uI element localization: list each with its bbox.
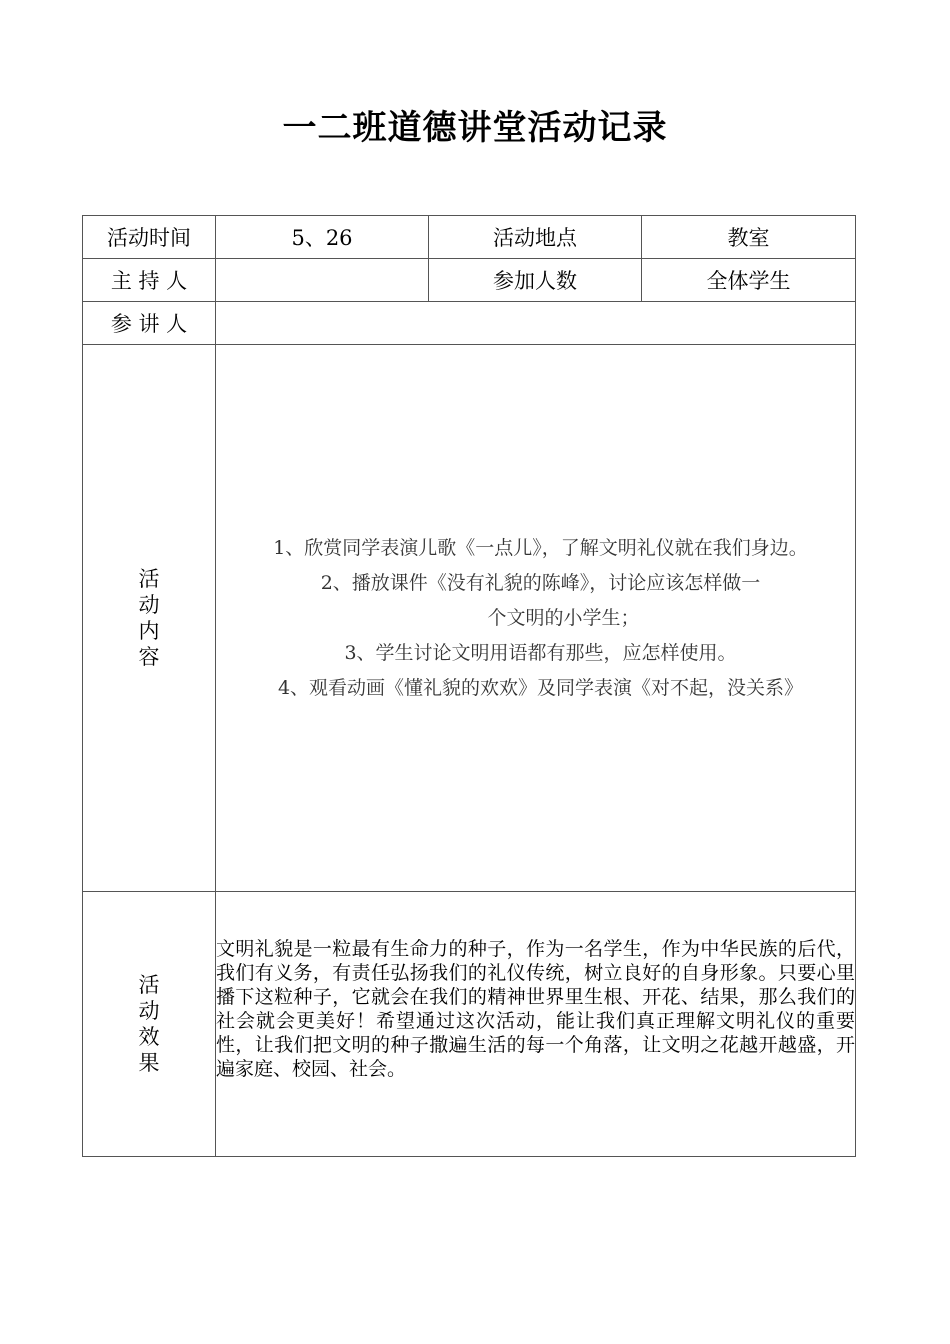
place-value: 教室 [642, 216, 856, 259]
list-item: 4、观看动画《懂礼貌的欢欢》及同学表演《对不起，没关系》 [277, 676, 804, 699]
host-value [216, 259, 429, 302]
activity-record-table [82, 215, 856, 1157]
table-row-content [83, 345, 856, 892]
effect-label: 活动效果 [138, 973, 160, 1075]
time-value: 5、26 [216, 216, 429, 259]
list-item: 2、播放课件《没有礼貌的陈峰》，讨论应该怎样做一 [320, 571, 761, 594]
count-value: 全体学生 [642, 259, 856, 302]
table-row-time-place [83, 216, 856, 259]
table-row-host-count [83, 259, 856, 302]
table-row-effect [83, 892, 856, 1157]
list-item: 3、学生讨论文明用语都有那些，应怎样使用。 [344, 641, 737, 664]
host-label: 主 持 人 [83, 259, 216, 302]
list-item: 个文明的小学生； [487, 606, 640, 629]
list-item: 1、欣赏同学表演儿歌《一点儿》，了解文明礼仪就在我们身边。 [273, 536, 808, 559]
table-row-speaker [83, 302, 856, 345]
effect-label-cell [83, 892, 216, 1157]
effect-cell [216, 892, 856, 1157]
content-list [216, 531, 855, 706]
content-label-cell [83, 345, 216, 892]
speaker-label: 参 讲 人 [83, 302, 216, 345]
content-label: 活动内容 [138, 567, 160, 669]
content-cell [216, 345, 856, 892]
count-label: 参加人数 [429, 259, 642, 302]
time-label: 活动时间 [83, 216, 216, 259]
speaker-value [216, 302, 856, 345]
page-title: 一二班道德讲堂活动记录 [282, 108, 668, 148]
effect-text: 文明礼貌是一粒最有生命力的种子，作为一名学生，作为中华民族的后代，我们有义务，有责任弘扬我们的礼仪传统，树立良好的自身形象。只要心里播下这粒种子，它就会在我们的精神世界里生根、开花、结果，那么我们的社会就会更美好！希望通过这次活动，能让我们真正理解文明礼仪的重要性，让我们把文明的种子撒遍生活的每一个角落，让文明之花越开越盛，开遍家庭、校园、社会。 [216, 938, 855, 1080]
place-label: 活动地点 [429, 216, 642, 259]
